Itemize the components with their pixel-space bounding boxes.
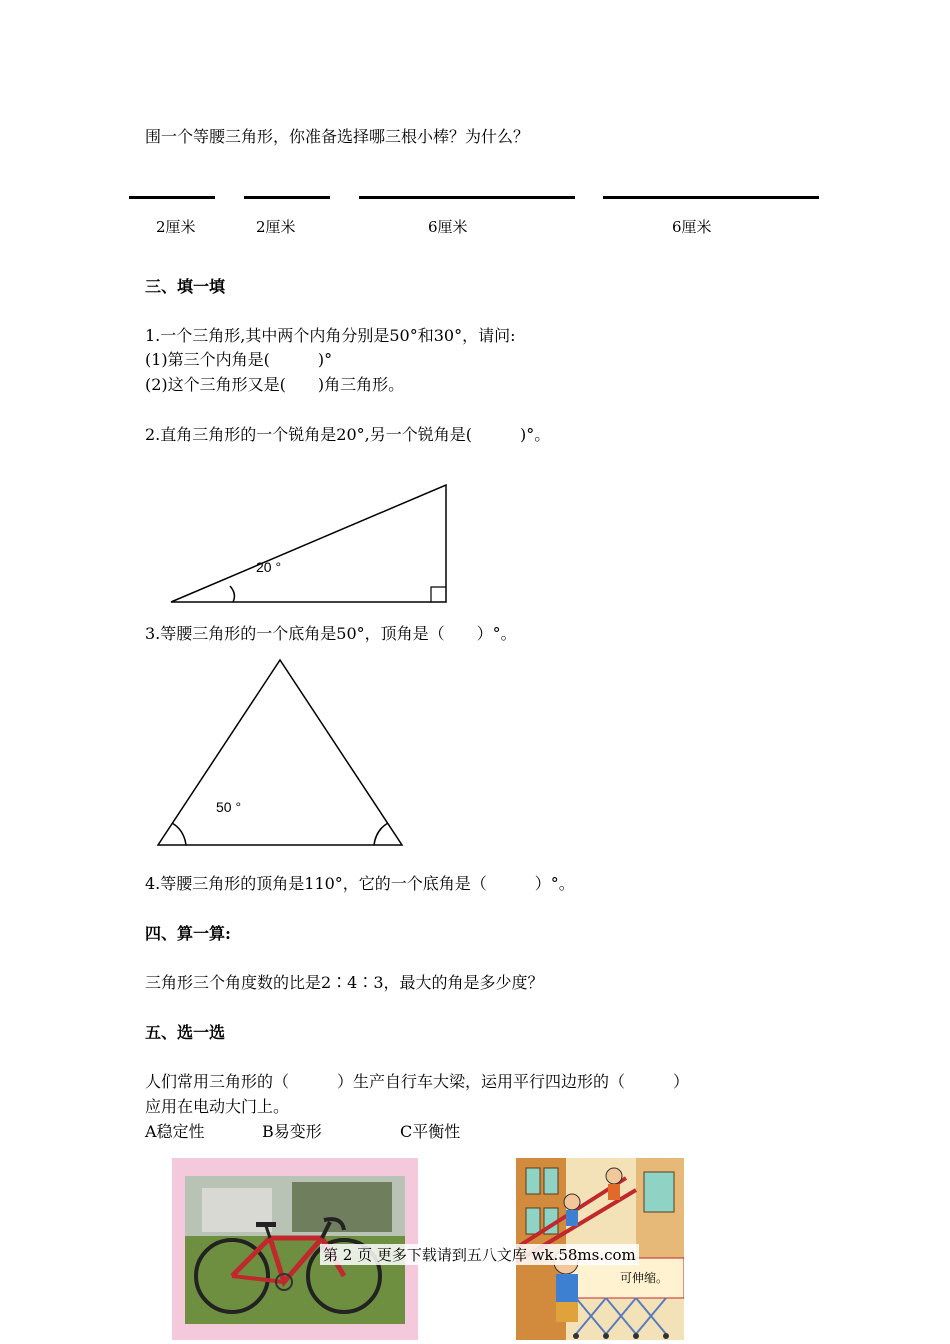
angle-label-50: 50 ° <box>216 799 242 815</box>
q1-line3: (2)这个三角形又是( )角三角形。 <box>145 375 405 394</box>
stick-label: 6厘米 <box>428 218 468 236</box>
stick-1 <box>129 196 215 199</box>
section-5-line2: 应用在电动大门上。 <box>145 1097 290 1116</box>
angle-arc <box>230 586 234 602</box>
base-angle-arc-right <box>374 823 388 845</box>
base-angle-arc-left <box>172 823 186 845</box>
stick-label: 2厘米 <box>256 218 296 236</box>
option-c: C平衡性 <box>400 1122 461 1141</box>
section-5-title: 五、选一选 <box>145 1023 226 1042</box>
stick-label: 6厘米 <box>672 218 712 236</box>
q1-line2: (1)第三个内角是( )° <box>145 350 333 369</box>
isosceles-triangle <box>158 660 402 845</box>
stick-2 <box>244 196 330 199</box>
option-a: A稳定性 <box>145 1122 205 1141</box>
right-angle-marker <box>431 587 446 602</box>
right-triangle <box>171 485 446 602</box>
page-footer: 第 2 页 更多下载请到五八文库 wk.58ms.com <box>320 1244 639 1265</box>
right-triangle-figure <box>160 476 460 610</box>
section-5-line1: 人们常用三角形的（ ）生产自行车大梁，运用平行四边形的（ ） <box>145 1072 690 1091</box>
option-b: B易变形 <box>262 1122 322 1141</box>
question-intro: 围一个等腰三角形，你准备选择哪三根小棒？为什么？ <box>145 127 530 146</box>
stick-3 <box>359 196 575 199</box>
q1-line1: 1.一个三角形,其中两个内角分别是50°和30°，请问: <box>145 326 516 345</box>
q4-text: 4.等腰三角形的顶角是110°，它的一个底角是（ ）°。 <box>145 874 575 893</box>
q2-text: 2.直角三角形的一个锐角是20°,另一个锐角是( )°。 <box>145 425 551 444</box>
isosceles-triangle-figure <box>150 652 410 852</box>
section-4-question: 三角形三个角度数的比是2∶4∶3，最大的角是多少度？ <box>145 973 544 992</box>
stick-4 <box>603 196 819 199</box>
section-4-title: 四、算一算: <box>145 924 231 943</box>
section-3-title: 三、填一填 <box>145 277 226 296</box>
q3-text: 3.等腰三角形的一个底角是50°，顶角是（ ）°。 <box>145 624 517 643</box>
angle-label-20: 20 ° <box>256 559 282 575</box>
stick-label: 2厘米 <box>156 218 196 236</box>
cartoon-caption: 可伸缩。 <box>620 1271 669 1285</box>
